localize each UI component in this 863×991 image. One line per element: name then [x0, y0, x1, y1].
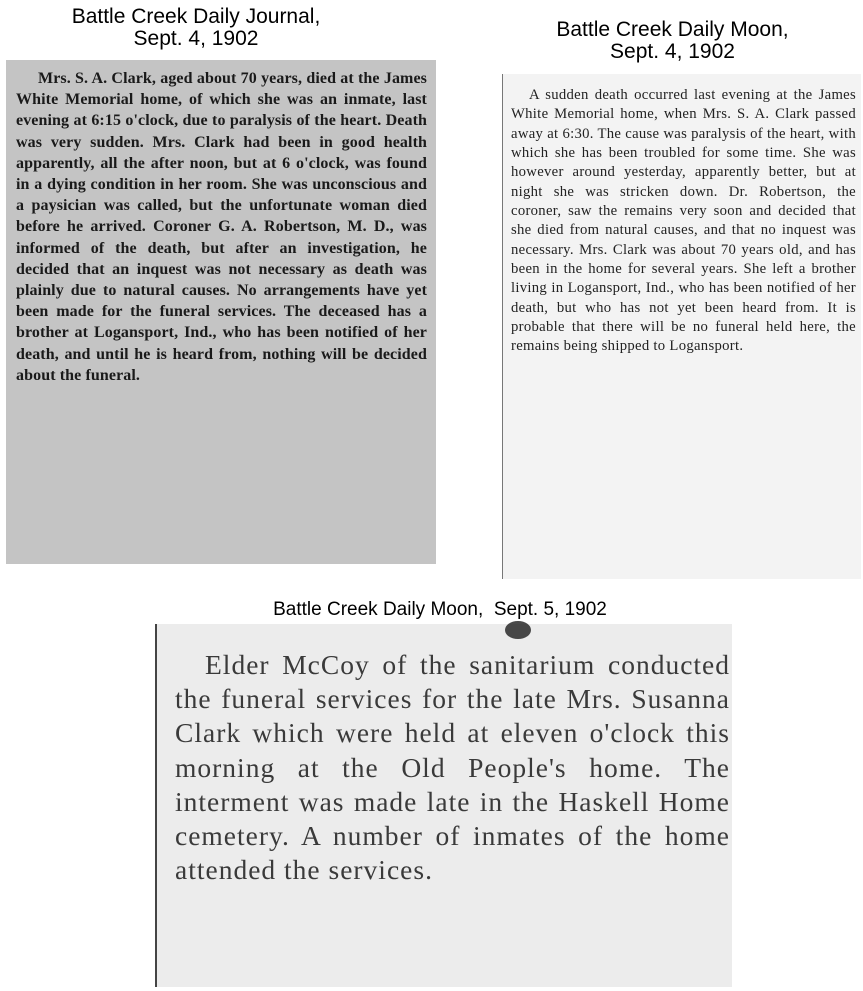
journal-clipping-text: Mrs. S. A. Clark, aged about 70 years, died at the James White Memorial home, of which she was an inmate, last evening at 6:15 o'clock, due to paralysis of the heart. Death was very sudden. Mrs. Clark had been in good health apparently, all the after noon, but at 6 o'clock, was found in a dying condition in her room. She was unconscious and a paysician was called, but the unfortunate woman died before he arrived. Coroner G. A. Robertson, M. D., was informed of the death, but after an investigation, he decided that an inquest was not necessary as death was plainly due to natural causes. No arrangements have yet been made for the funeral services. The deceased has a brother at Logansport, Ind., who has been notified of her death, and until he is heard from, nothing will be decided about the funeral. — [16, 70, 427, 384]
moon2-caption: Battle Creek Daily Moon, Sept. 5, 1902 — [273, 599, 607, 620]
journal-caption-title: Battle Creek Daily Journal, — [71, 5, 321, 28]
journal-caption — [20, 6, 372, 50]
moon2-clipping-text: Elder McCoy of the sanitarium conducted the funeral services for the late Mrs. Susanna Clark which were held at eleven o'clock this morning at the Old People's home. The interment was made late in the Haskell Home cemetery. A number of inmates of the home attended the services. — [175, 649, 730, 886]
moon-caption-title: Battle Creek Daily Moon, — [556, 18, 789, 41]
moon-caption — [505, 19, 840, 63]
journal-caption-date: Sept. 4, 1902 — [133, 27, 259, 51]
journal-clipping — [6, 60, 436, 564]
moon-clipping — [502, 74, 861, 579]
moon-caption-date: Sept. 4, 1902 — [610, 40, 735, 64]
moon-clipping-text: A sudden death occurred last evening at the James White Memorial home, when Mrs. S. A. Clark passed away at 6:30. The cause was paralysis of the heart, with which she has been troubled for some time. She was however around yesterday, apparently better, but at night she was stricken down. Dr. Robertson, the coroner, saw the remains very soon and decided that she died from natural causes, and that no inquest was necessary. Mrs. Clark was about 70 years old, and has been in the home for several years. She left a brother living in Logansport, Ind., who has been notified of her death, but who has not yet been heard from. It is probable that there will be no funeral held here, the remains being shipped to Logansport. — [511, 87, 856, 355]
moon2-clipping — [155, 624, 732, 987]
ink-blot — [505, 621, 531, 639]
